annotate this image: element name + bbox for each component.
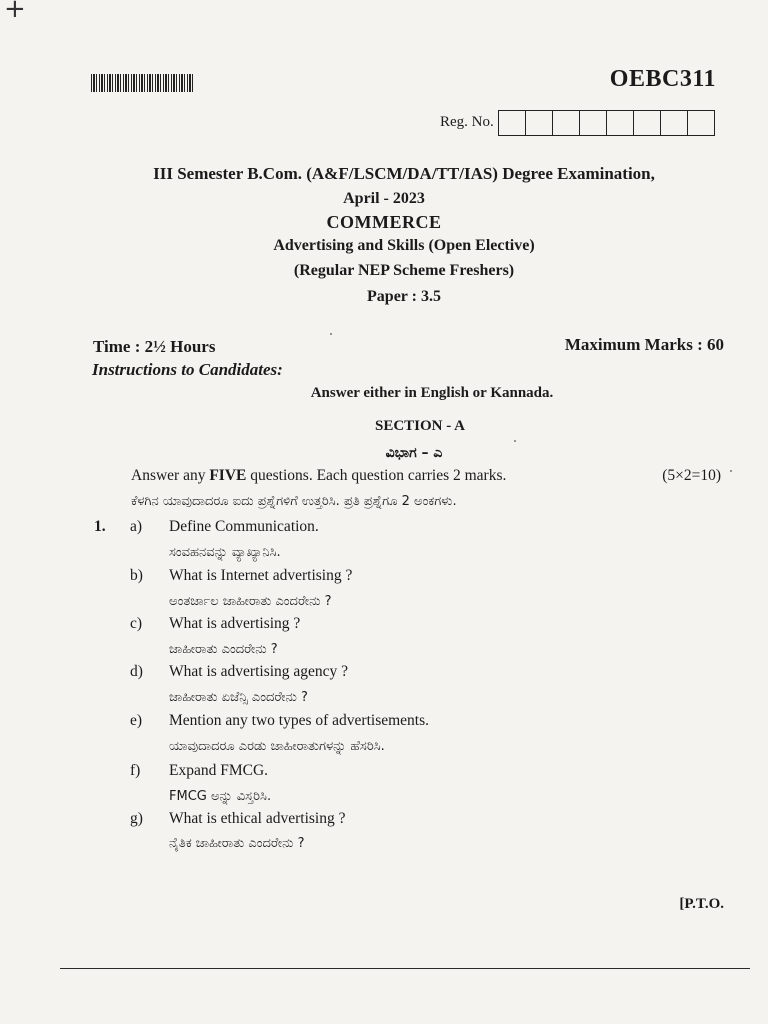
question-text-kannada: FMCG ಅನ್ನು ವಿಸ್ತರಿಸಿ.: [169, 789, 272, 804]
instruction-suffix: questions. Each question carries 2 marks.: [246, 467, 507, 484]
reg-no-boxes: [498, 110, 715, 136]
question-text: What is Internet advertising ?: [169, 567, 353, 584]
section-marks: (5×2=10): [662, 467, 721, 484]
scheme-title: (Regular NEP Scheme Freshers): [293, 262, 515, 279]
reg-box: [526, 111, 553, 135]
course-title: Advertising and Skills (Open Elective): [273, 237, 535, 254]
section-instruction: [131, 467, 506, 485]
instruction-bold: FIVE: [209, 467, 247, 484]
instructions-heading: Instructions to Candidates:: [92, 360, 283, 379]
section-title-kannada: ವಿಭಾಗ – ಎ: [385, 445, 443, 461]
reg-box: [634, 111, 661, 135]
instruction-text: Answer either in English or Kannada.: [310, 385, 554, 401]
question-letter: g): [130, 810, 143, 827]
question-text: What is advertising ?: [169, 615, 301, 632]
reg-box: [553, 111, 580, 135]
question-text: Mention any two types of advertisements.: [169, 712, 430, 729]
question-text: Define Communication.: [169, 518, 319, 535]
question-text-kannada: ಸಂವಹನವನ್ನು ವ್ಯಾಖ್ಯಾನಿಸಿ.: [169, 545, 281, 560]
bottom-divider: [60, 968, 750, 969]
corner-plus-mark: +: [4, 0, 26, 24]
question-letter: b): [130, 567, 143, 584]
question-text-kannada: ಯಾವುದಾದರೂ ಎರಡು ಜಾಹೀರಾತುಗಳನ್ನು ಹೆಸರಿಸಿ.: [169, 739, 385, 754]
question-letter: d): [130, 663, 143, 680]
exam-date: April - 2023: [343, 190, 425, 207]
time-allowed: Time : 2½ Hours: [93, 337, 216, 356]
instruction-prefix: Answer any: [131, 467, 210, 484]
barcode-graphic: [91, 74, 195, 92]
question-letter: a): [130, 518, 143, 535]
reg-no-label: Reg. No.: [440, 114, 494, 130]
question-letter: e): [130, 712, 143, 729]
scan-speck: [330, 333, 332, 335]
question-number: 1.: [94, 518, 106, 535]
reg-box: [661, 111, 688, 135]
paper-number: Paper : 3.5: [367, 288, 441, 305]
question-letter: c): [130, 615, 143, 632]
question-text-kannada: ಜಾಹೀರಾತು ಎಂದರೇನು ?: [169, 642, 278, 657]
page-turn-over: [P.T.O.: [679, 896, 724, 912]
reg-box: [580, 111, 607, 135]
paper-code: OEBC311: [609, 66, 716, 92]
reg-box: [607, 111, 634, 135]
reg-box: [688, 111, 714, 135]
section-instruction-kannada: ಕೆಳಗಿನ ಯಾವುದಾದರೂ ಐದು ಪ್ರಶ್ನೆಗಳಿಗೆ ಉತ್ತರಿಸಿ. ಪ್ರತಿ ಪ್ರಶ್ನೆಗೂ 2 ಅಂಕಗಳು.: [131, 494, 457, 509]
section-title: SECTION - A: [374, 418, 466, 434]
exam-title: III Semester B.Com. (A&F/LSCM/DA/TT/IAS) Degree Examination,: [153, 164, 655, 183]
question-text: Expand FMCG.: [169, 762, 269, 779]
subject-title: COMMERCE: [326, 212, 442, 232]
scan-speck: [514, 440, 516, 442]
question-text: What is ethical advertising ?: [169, 810, 346, 827]
question-text-kannada: ಜಾಹೀರಾತು ಏಜೆನ್ಸಿ ಎಂದರೇನು ?: [169, 690, 308, 705]
question-text-kannada: ಅಂತರ್ಜಾಲ ಜಾಹೀರಾತು ಎಂದರೇನು ?: [169, 594, 332, 609]
question-letter: f): [130, 762, 141, 779]
maximum-marks: Maximum Marks : 60: [564, 335, 724, 354]
question-text-kannada: ನೈತಿಕ ಜಾಹೀರಾತು ಎಂದರೇನು ?: [169, 836, 305, 851]
question-text: What is advertising agency ?: [169, 663, 349, 680]
scan-speck: [730, 470, 732, 472]
reg-box: [499, 111, 526, 135]
